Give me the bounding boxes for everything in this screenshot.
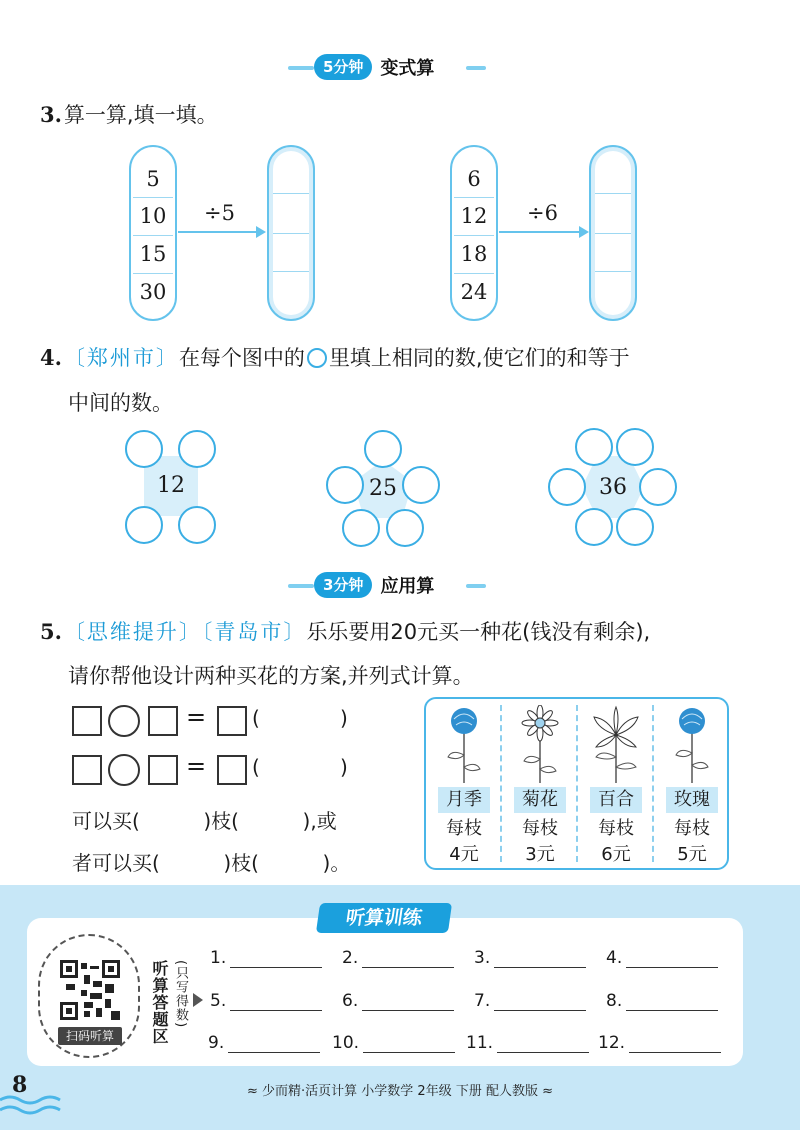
question-4-text-cont: 中间的数。 <box>68 391 173 415</box>
blank-circle[interactable] <box>178 506 216 544</box>
operator-circle[interactable] <box>108 705 140 737</box>
footer-text: ≈ 少而精·活页计算 小学数学 2年级 下册 配人教版 ≈ <box>247 1084 553 1099</box>
flower-rose <box>654 699 730 868</box>
section-header-variant <box>0 52 800 82</box>
flower-chrysanthemum <box>502 699 578 868</box>
answer-slot[interactable]: 10. <box>332 1033 455 1053</box>
blank-box[interactable] <box>72 706 102 736</box>
flower-each: 每枝 <box>522 818 558 839</box>
answer-tube-left[interactable] <box>267 145 315 321</box>
blank-circle[interactable] <box>125 506 163 544</box>
operation-label: ÷5 <box>204 201 235 225</box>
blank-box[interactable] <box>148 706 178 736</box>
flower-price: 6元 <box>601 844 631 865</box>
rose-icon <box>440 705 488 785</box>
question-5-text: 5.〔思维提升〕〔青岛市〕乐乐要用20元买一种花(钱没有剩余), <box>40 619 651 644</box>
tube-value: 5 <box>146 167 160 191</box>
blank-box[interactable] <box>217 755 247 785</box>
rose-icon <box>668 705 716 785</box>
equals-sign: = <box>186 703 207 731</box>
answer-slot[interactable]: 11. <box>466 1033 589 1053</box>
tube-value: 15 <box>139 242 167 266</box>
paren-open: ( <box>252 706 260 730</box>
blank-circle[interactable] <box>125 430 163 468</box>
blank-circle[interactable] <box>575 428 613 466</box>
center-number: 12 <box>157 473 185 498</box>
listening-title: 听算训练 <box>316 903 452 933</box>
tube-value: 18 <box>460 242 488 266</box>
paren-open: ( <box>252 755 260 779</box>
blank-circle[interactable] <box>386 509 424 547</box>
question-3-title: 3.算一算,填一填。 <box>40 102 218 127</box>
answer-slot[interactable]: 12. <box>598 1033 721 1053</box>
blank-circle[interactable] <box>575 508 613 546</box>
arrow-head <box>579 226 589 238</box>
blank-box[interactable] <box>148 755 178 785</box>
source-tag: 〔郑州市〕 <box>63 346 179 370</box>
answer-line-1: 可以买( )枝( ),或 <box>72 809 337 833</box>
answer-slot[interactable]: 8. <box>606 991 718 1011</box>
answer-slot[interactable]: 4. <box>606 948 718 968</box>
answer-slot[interactable]: 9. <box>208 1033 320 1053</box>
center-number: 36 <box>599 475 627 500</box>
answer-slot[interactable]: 2. <box>342 948 454 968</box>
paren-close: ) <box>340 706 348 730</box>
blank-box[interactable] <box>217 706 247 736</box>
flower-price: 3元 <box>525 844 555 865</box>
flower-price-table <box>424 697 729 870</box>
lily-icon <box>590 705 642 785</box>
flower-lily <box>578 699 654 868</box>
qr-code-icon[interactable] <box>60 960 120 1020</box>
question-4-text: 4.〔郑州市〕在每个图中的 里填上相同的数,使它们的和等于 <box>40 345 630 370</box>
answer-line-2: 者可以买( )枝( )。 <box>72 851 351 875</box>
answer-zone-label: 听算答题区 <box>150 960 169 1045</box>
answer-slot[interactable]: 5. <box>210 991 322 1011</box>
arrow-head <box>256 226 266 238</box>
blank-circle[interactable] <box>178 430 216 468</box>
flower-name: 百合 <box>590 787 642 813</box>
arrow <box>499 231 581 233</box>
equals-sign: = <box>186 752 207 780</box>
input-tube-right <box>450 145 498 321</box>
center-number: 25 <box>369 476 397 501</box>
section-title: 变式算 <box>380 58 435 79</box>
tube-value: 30 <box>139 280 167 304</box>
flower-price: 4元 <box>449 844 479 865</box>
source-tag: 〔思维提升〕〔青岛市〕 <box>63 620 307 644</box>
section-time-badge: 3分钟 <box>314 572 372 598</box>
blank-circle[interactable] <box>364 430 402 468</box>
flower-each: 每枝 <box>598 818 634 839</box>
qr-label: 扫码听算 <box>58 1027 122 1045</box>
section-header-applied <box>0 570 800 600</box>
input-tube-left <box>129 145 177 321</box>
answer-slot[interactable]: 1. <box>210 948 322 968</box>
blank-circle[interactable] <box>616 508 654 546</box>
operator-circle[interactable] <box>108 754 140 786</box>
pointer-triangle-icon <box>193 993 203 1007</box>
answer-slot[interactable]: 7. <box>474 991 586 1011</box>
section-time-badge: 5分钟 <box>314 54 372 80</box>
flower-name: 玫瑰 <box>666 787 718 813</box>
qr-area[interactable] <box>38 934 140 1058</box>
answer-tube-right[interactable] <box>589 145 637 321</box>
flower-price: 5元 <box>677 844 707 865</box>
tube-value: 12 <box>460 204 488 228</box>
tube-value: 24 <box>460 280 488 304</box>
blank-circle[interactable] <box>342 509 380 547</box>
tube-value: 10 <box>139 204 167 228</box>
answer-zone-sub: (只写得数) <box>173 960 188 1029</box>
chrysanthemum-icon <box>516 705 564 785</box>
tube-value: 6 <box>467 167 481 191</box>
flower-each: 每枝 <box>674 818 710 839</box>
section-title: 应用算 <box>380 576 435 597</box>
operation-label: ÷6 <box>527 201 558 225</box>
flower-each: 每枝 <box>446 818 482 839</box>
paren-close: ) <box>340 755 348 779</box>
flower-name: 菊花 <box>514 787 566 813</box>
page-number: 8 <box>12 1072 28 1098</box>
arrow <box>178 231 258 233</box>
question-5-text-cont: 请你帮他设计两种买花的方案,并列式计算。 <box>68 664 474 688</box>
answer-slot[interactable]: 3. <box>474 948 586 968</box>
flower-rose-pink <box>426 699 502 868</box>
flower-name: 月季 <box>438 787 490 813</box>
circle-symbol <box>307 348 327 368</box>
blank-circle[interactable] <box>616 428 654 466</box>
blank-box[interactable] <box>72 755 102 785</box>
answer-slot[interactable]: 6. <box>342 991 454 1011</box>
